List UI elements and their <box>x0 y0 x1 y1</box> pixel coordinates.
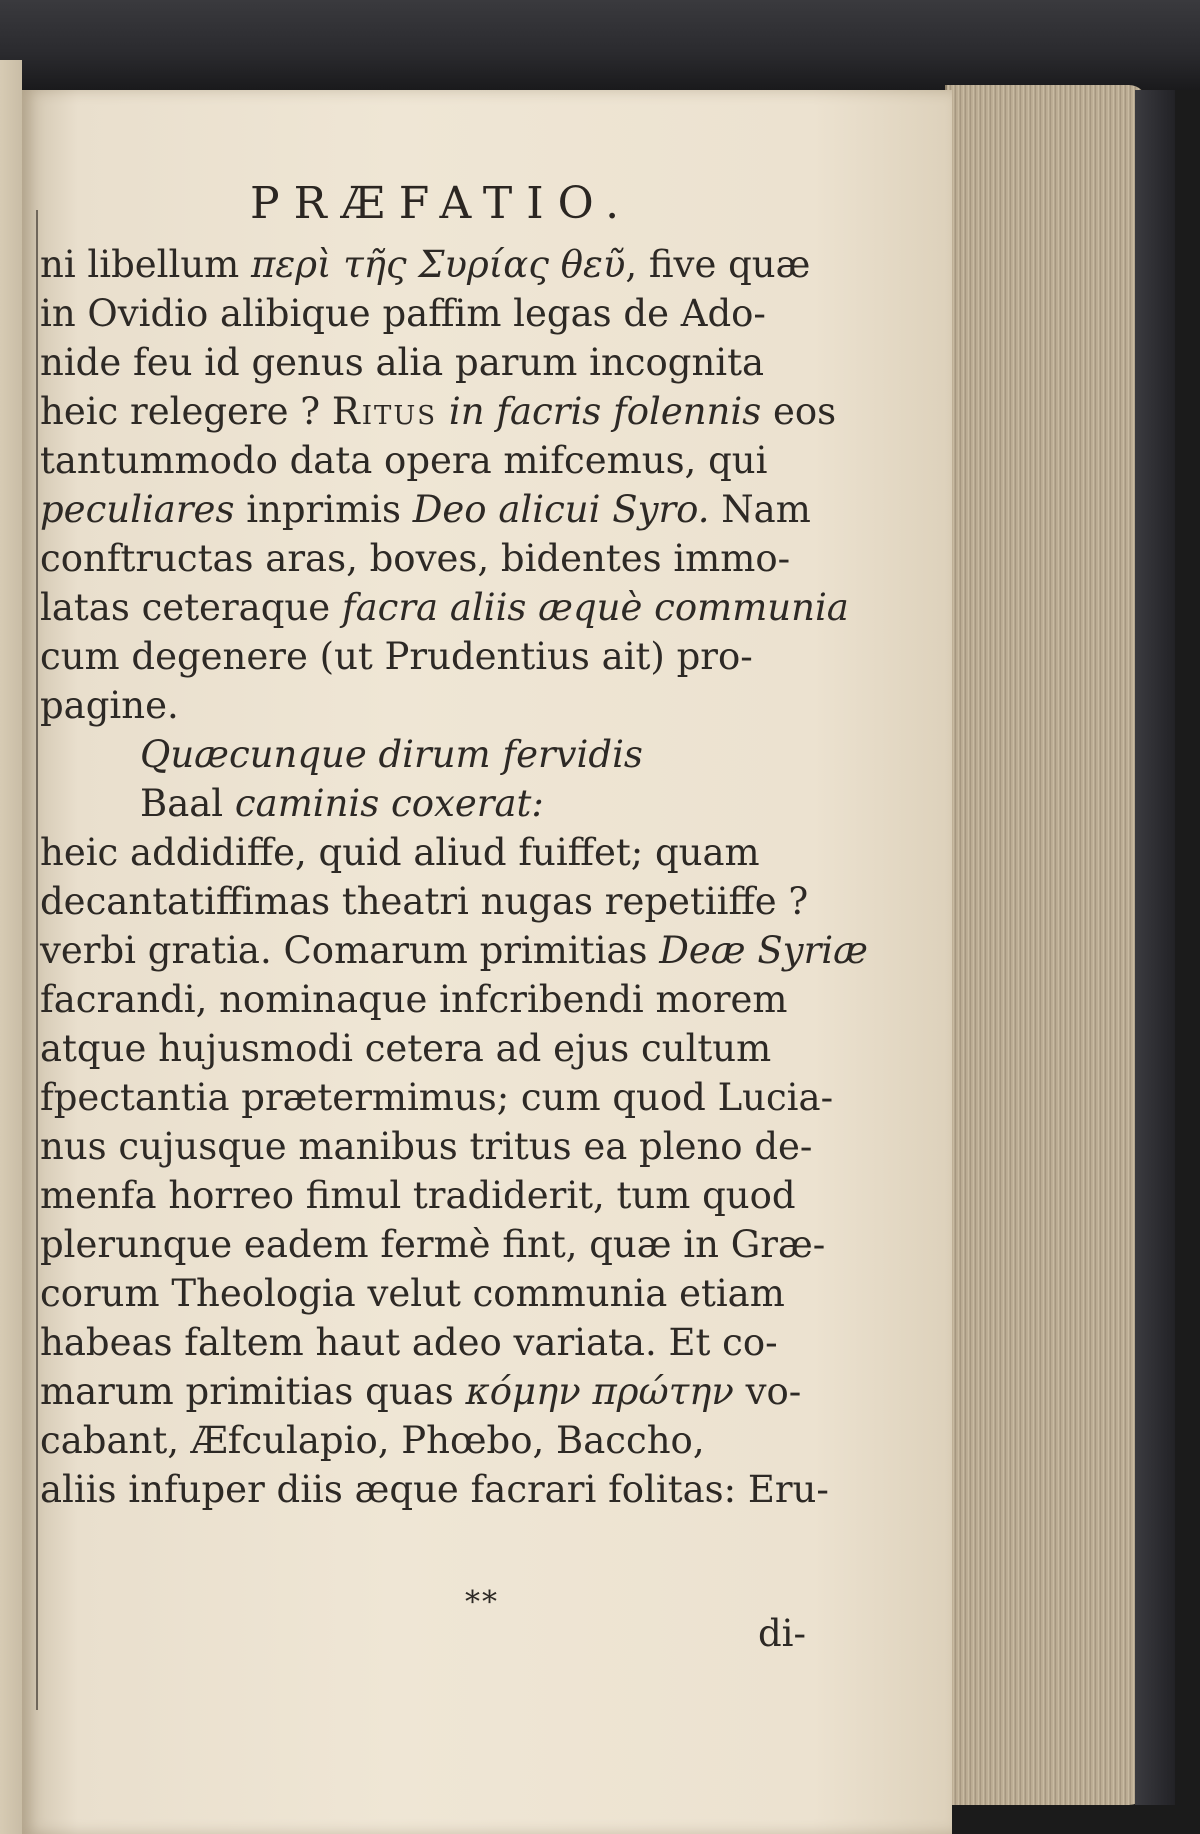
verse-1-text: Quæcunque dirum fervidis <box>140 733 643 776</box>
text-line-20 <box>40 1171 870 1220</box>
line-8-d: facra aliis æquè communia <box>341 586 849 629</box>
text-line-1 <box>40 240 870 289</box>
text-line-26 <box>40 1465 870 1514</box>
line-1-c: , five quæ <box>625 243 811 286</box>
text-line-25 <box>40 1416 870 1465</box>
line-8-a: latas ceteraque <box>40 586 342 629</box>
text-line-19 <box>40 1122 870 1171</box>
facing-page-edge <box>0 60 22 1834</box>
verse-line-1 <box>40 730 870 779</box>
text-line-13 <box>40 828 870 877</box>
line-24-greek: κόμην πρώτην <box>465 1370 734 1413</box>
line-13-a: heic addidiffe, quid aliud fuiffet; quam <box>40 831 760 874</box>
text-line-23 <box>40 1318 870 1367</box>
text-line-18 <box>40 1073 870 1122</box>
line-10-a: pagine. <box>40 684 179 727</box>
text-line-6 <box>40 485 870 534</box>
text-line-17 <box>40 1024 870 1073</box>
line-16-a: facrandi, nominaque infcribendi morem <box>40 978 788 1021</box>
page-header: PRÆFATIO. <box>250 178 634 229</box>
line-15-d: Deæ Syriæ <box>659 929 868 972</box>
line-22-a: corum Theologia velut communia etiam <box>40 1272 785 1315</box>
text-line-9 <box>40 632 870 681</box>
text-line-22 <box>40 1269 870 1318</box>
line-4-ritus: Ritus <box>331 390 438 433</box>
line-4-c <box>437 390 449 433</box>
line-25-a: cabant, Æfculapio, Phœbo, Baccho, <box>40 1419 705 1462</box>
text-line-15 <box>40 926 870 975</box>
book-cover-right <box>1135 90 1175 1805</box>
verse-line-2 <box>40 779 870 828</box>
line-4-d: in facris folennis <box>448 390 762 433</box>
signature-mark: ** <box>465 1585 499 1620</box>
line-6-g: Nam <box>709 488 811 531</box>
page-block-edges <box>945 85 1147 1805</box>
line-14-a: decantatiffimas theatri nugas repetiiffe ? <box>40 880 809 923</box>
line-7-a: conftructas aras, boves, bidentes immo- <box>40 537 791 580</box>
text-line-3 <box>40 338 870 387</box>
text-line-10 <box>40 681 870 730</box>
line-23-a: habeas faltem haut adeo variata. Et co- <box>40 1321 778 1364</box>
line-24-a: marum primitias quas <box>40 1370 466 1413</box>
text-line-2 <box>40 289 870 338</box>
line-4-e: eos <box>761 390 837 433</box>
body-text <box>40 240 870 1514</box>
catchword: di- <box>758 1612 807 1655</box>
verse-2-a: Baal <box>140 782 235 825</box>
text-line-16 <box>40 975 870 1024</box>
line-17-a: atque hujusmodi cetera ad ejus cultum <box>40 1027 772 1070</box>
line-15-a: verbi gratia. Comarum primitias <box>40 929 660 972</box>
text-line-4 <box>40 387 870 436</box>
text-line-24 <box>40 1367 870 1416</box>
text-line-8 <box>40 583 870 632</box>
greek-title: περὶ τῆς Συρίας θεῦ <box>251 243 626 286</box>
line-3-a: nide feu id genus alia parum incognita <box>40 341 765 384</box>
line-24-e: vo- <box>733 1370 802 1413</box>
text-line-21 <box>40 1220 870 1269</box>
line-9-a: cum degenere (ut Prudentius ait) pro- <box>40 635 753 678</box>
line-4-a: heic relegere ? <box>40 390 332 433</box>
line-6-e: inprimis <box>234 488 413 531</box>
line-1-a: ni libellum <box>40 243 252 286</box>
line-18-a: fpectantia prætermimus; cum quod Lucia- <box>40 1076 834 1119</box>
line-20-a: menfa horreo fimul tradiderit, tum quod <box>40 1174 796 1217</box>
verse-2-d: caminis coxerat: <box>234 782 544 825</box>
text-line-5 <box>40 436 870 485</box>
text-line-14 <box>40 877 870 926</box>
line-6-f: Deo alicui Syro. <box>412 488 710 531</box>
line-26-a: aliis infuper diis æque facrari folitas: Eru- <box>40 1468 829 1511</box>
line-19-a: nus cujusque manibus tritus ea pleno de- <box>40 1125 813 1168</box>
line-5-a: tantummodo data opera mifcemus, qui <box>40 439 768 482</box>
line-6-d: peculiares <box>40 488 235 531</box>
text-line-7 <box>40 534 870 583</box>
book-cover-top <box>0 0 1200 90</box>
gutter <box>22 210 38 1710</box>
line-2-a: in Ovidio alibique paffim legas de Ado- <box>40 292 766 335</box>
line-21-a: plerunque eadem fermè fint, quæ in Græ- <box>40 1223 826 1266</box>
